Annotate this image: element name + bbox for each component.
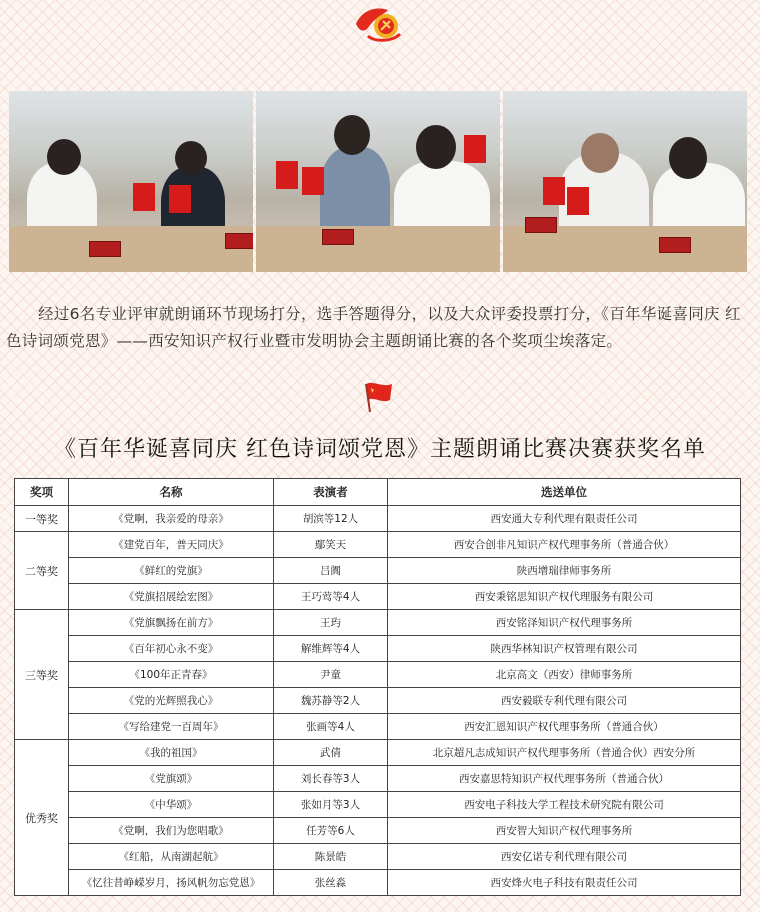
award-cell: 一等奖 [15,506,69,532]
title-cell: 《建党百年，普天同庆》 [69,532,274,558]
photo-meeting-2 [256,91,500,272]
table-row [15,558,741,584]
results-title: 《百年华诞喜同庆 红色诗词颂党恩》主题朗诵比赛决赛获奖名单 [54,437,706,462]
red-flag-icon [360,378,396,414]
performer-cell: 张如月等3人 [274,792,388,818]
table-row [15,740,741,766]
award-cell: 二等奖 [15,532,69,610]
party-emblem-icon [352,2,404,44]
performer-cell: 王玙 [274,610,388,636]
table-row [15,532,741,558]
unit-cell: 西安嘉思特知识产权代理事务所（普通合伙） [388,766,741,792]
table-row [15,792,741,818]
title-cell: 《忆往昔峥嵘岁月，扬风帆勿忘党恩》 [69,870,274,896]
unit-cell: 西安通大专利代理有限责任公司 [388,506,741,532]
table-row [15,688,741,714]
table-row [15,662,741,688]
performer-cell: 吕阗 [274,558,388,584]
unit-cell: 西安汇恩知识产权代理事务所（普通合伙） [388,714,741,740]
performer-cell: 王巧莺等4人 [274,584,388,610]
photo-meeting-1 [9,91,253,272]
results-table [14,478,740,896]
unit-cell: 西安电子科技大学工程技术研究院有限公司 [388,792,741,818]
unit-cell: 西安合创非凡知识产权代理事务所（普通合伙） [388,532,741,558]
unit-cell: 陕西华林知识产权管理有限公司 [388,636,741,662]
title-cell: 《鲜红的党旗》 [69,558,274,584]
award-cell: 优秀奖 [15,740,69,896]
table-row [15,636,741,662]
table-row [15,714,741,740]
performer-cell: 魏苏静等2人 [274,688,388,714]
header-title: 名称 [69,479,274,506]
title-cell: 《写给建党一百周年》 [69,714,274,740]
unit-cell: 西安秉铭思知识产权代理服务有限公司 [388,584,741,610]
title-cell: 《党旗招展绘宏图》 [69,584,274,610]
table-row [15,870,741,896]
title-cell: 《100年正青春》 [69,662,274,688]
unit-cell: 北京高文（西安）律师事务所 [388,662,741,688]
unit-cell: 西安铭泽知识产权代理事务所 [388,610,741,636]
title-cell: 《党啊，我们为您唱歌》 [69,818,274,844]
header-performer: 表演者 [274,479,388,506]
performer-cell: 刘长春等3人 [274,766,388,792]
header-unit: 选送单位 [388,479,741,506]
photo-strip [9,91,747,272]
performer-cell: 张画等4人 [274,714,388,740]
unit-cell: 西安毅联专利代理有限公司 [388,688,741,714]
table-row [15,844,741,870]
table-header-row [15,479,741,506]
title-cell: 《党啊，我亲爱的母亲》 [69,506,274,532]
unit-cell: 西安智大知识产权代理事务所 [388,818,741,844]
performer-cell: 解维辉等4人 [274,636,388,662]
table-row [15,610,741,636]
table-row [15,584,741,610]
intro-paragraph: 经过6名专业评审就朗诵环节现场打分，选手答题得分，以及大众评委投票打分，《百年华诞喜同庆 红色诗词颂党恩》——西安知识产权行业暨市发明协会主题朗诵比赛的各个奖项尘埃落定。 [6,304,741,350]
performer-cell: 武倩 [274,740,388,766]
award-cell: 三等奖 [15,610,69,740]
unit-cell: 西安亿诺专利代理有限公司 [388,844,741,870]
title-cell: 《百年初心永不变》 [69,636,274,662]
performer-cell: 陈景皓 [274,844,388,870]
performer-cell: 张丝淼 [274,870,388,896]
table-row [15,818,741,844]
table-row [15,766,741,792]
unit-cell: 西安烽火电子科技有限责任公司 [388,870,741,896]
title-cell: 《党旗颂》 [69,766,274,792]
title-cell: 《我的祖国》 [69,740,274,766]
performer-cell: 任芳等6人 [274,818,388,844]
title-cell: 《中华颂》 [69,792,274,818]
performer-cell: 胡滨等12人 [274,506,388,532]
unit-cell: 北京超凡志成知识产权代理事务所（普通合伙）西安分所 [388,740,741,766]
title-cell: 《党旗飘扬在前方》 [69,610,274,636]
title-cell: 《党的光辉照我心》 [69,688,274,714]
unit-cell: 陕西增瑞律师事务所 [388,558,741,584]
performer-cell: 鄢笑天 [274,532,388,558]
header-award: 奖项 [15,479,69,506]
performer-cell: 尹童 [274,662,388,688]
title-cell: 《红船，从南湖起航》 [69,844,274,870]
photo-meeting-3 [503,91,747,272]
table-row [15,506,741,532]
